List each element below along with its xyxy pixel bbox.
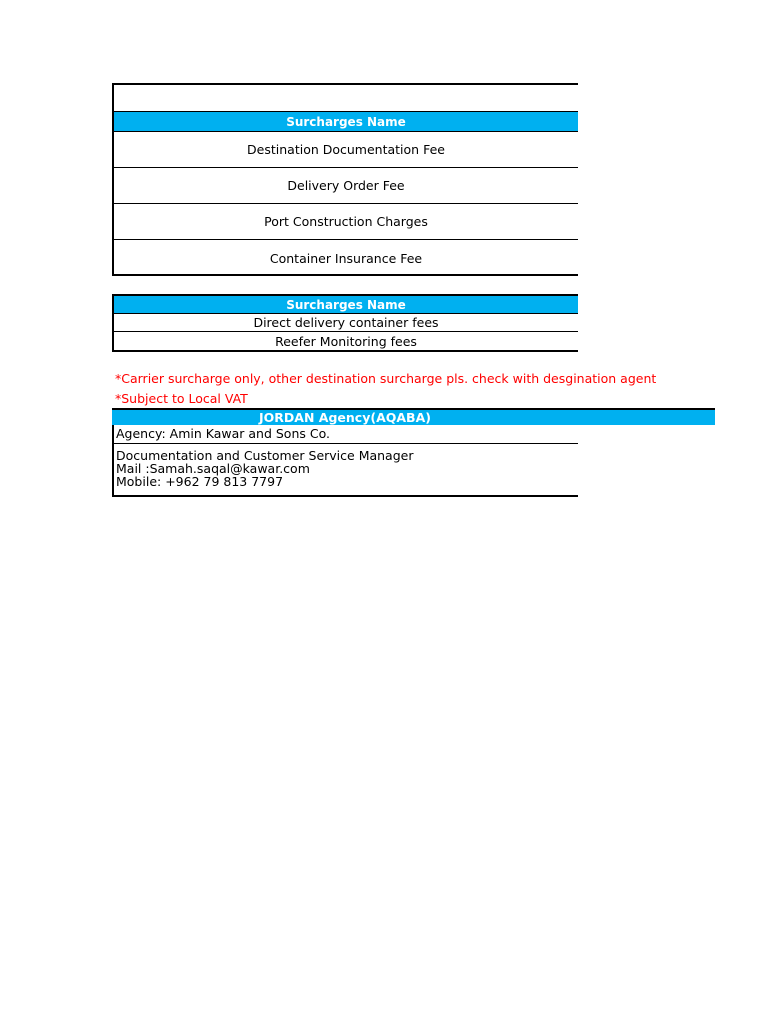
surcharges-table-2	[112, 294, 578, 352]
vat-note: *Subject to Local VAT	[115, 391, 248, 406]
table-top-spacer	[114, 85, 578, 112]
table-row: Destination Documentation Fee	[114, 132, 578, 168]
contact-mobile: Mobile: +962 79 813 7797	[116, 474, 284, 489]
table-row: Direct delivery container fees	[114, 314, 578, 332]
table-row: Port Construction Charges	[114, 204, 578, 240]
surcharges-table-1	[112, 83, 578, 276]
agency-header: JORDAN Agency(AQABA)	[112, 408, 715, 425]
table-row: Container Insurance Fee	[269, 250, 423, 266]
table-header: Surcharges Name	[114, 112, 578, 132]
agency-info-box	[112, 425, 578, 497]
carrier-surcharge-note: *Carrier surcharge only, other destination surcharge pls. check with desgination agent	[115, 371, 657, 386]
table-header: Surcharges Name	[114, 296, 578, 314]
agency-name: Agency: Amin Kawar and Sons Co.	[114, 425, 578, 444]
table-row: Reefer Monitoring fees	[275, 333, 417, 349]
contact-mail: Mail :Samah.saqal@kawar.com	[116, 461, 310, 476]
table-row: Delivery Order Fee	[114, 168, 578, 204]
agency-contact	[114, 444, 578, 488]
contact-role: Documentation and Customer Service Manager	[116, 448, 414, 463]
